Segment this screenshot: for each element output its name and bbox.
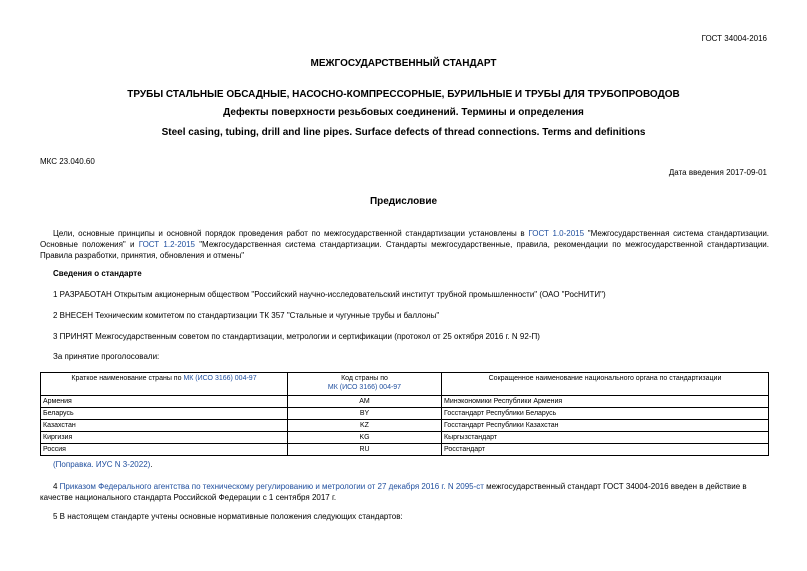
- document-title-en: Steel casing, tubing, drill and line pipes. Surface defects of thread connections. Terms and definitions: [161, 127, 646, 138]
- org-cell: Росстандарт: [442, 444, 769, 456]
- preface-text-a: Цели, основные принципы и основной порядок проведения работ по межгосударственной стандартизации установлены в: [53, 229, 529, 238]
- org-cell: Госстандарт Республики Беларусь: [442, 408, 769, 420]
- table-row: [41, 432, 769, 444]
- header-country: [41, 373, 288, 396]
- standard-type-heading: МЕЖГОСУДАРСТВЕННЫЙ СТАНДАРТ: [310, 58, 497, 69]
- item-enacted-text: межгосударственный стандарт ГОСТ 34004-2016 введен в действие в качестве национального стандарта Российской Федерации с 1 сентября 2017 г.: [40, 482, 747, 502]
- table-row: [41, 420, 769, 432]
- country-cell: Киргизия: [41, 432, 288, 444]
- header-code-text: Код страны по: [341, 375, 388, 382]
- item-enacted: [40, 481, 769, 503]
- table-row: [41, 444, 769, 456]
- item-considered-standards: 5 В настоящем стандарте учтены основные нормативные положения следующих стандартов:: [53, 512, 403, 521]
- document-title-ru: ТРУБЫ СТАЛЬНЫЕ ОБСАДНЫЕ, НАСОСНО-КОМПРЕССОРНЫЕ, БУРИЛЬНЫЕ И ТРУБЫ ДЛЯ ТРУБОПРОВОДОВ: [127, 89, 680, 100]
- table-row: [41, 408, 769, 420]
- preface-text-c: "Межгосударственная система стандартизации. Стандарты межгосударственные, правила, рекомендации по межгосударственной стандартизации. Правила разработки, принятия, обновления и отмены": [40, 240, 769, 260]
- preface-heading: Предисловие: [369, 196, 438, 207]
- code-cell: BY: [288, 408, 442, 420]
- code-cell: KZ: [288, 420, 442, 432]
- standard-info-heading: Сведения о стандарте: [53, 269, 142, 278]
- introduction-date: Дата введения 2017-09-01: [668, 168, 767, 177]
- header-country-text: Краткое наименование страны по: [71, 375, 184, 382]
- item-developed: 1 РАЗРАБОТАН Открытым акционерным обществом "Российский научно-исследовательский институт трубной промышленности" (ОАО "РосНИТИ"): [53, 290, 606, 299]
- header-code: [288, 373, 442, 396]
- order-link[interactable]: Приказом Федерального агентства по техническому регулированию и метрологии от 27 декабря 2016 г. N 2095-ст: [59, 482, 484, 491]
- table-header-row: [41, 373, 769, 396]
- code-cell: AM: [288, 396, 442, 408]
- gost-1-2-link[interactable]: ГОСТ 1.2-2015: [138, 240, 195, 249]
- voters-label: За принятие проголосовали:: [53, 352, 160, 361]
- amendment-note: [53, 460, 153, 469]
- item-submitted: 2 ВНЕСЕН Техническим комитетом по стандартизации ТК 357 "Стальные и чугунные трубы и баллоны": [53, 311, 440, 320]
- document-code: ГОСТ 34004-2016: [701, 34, 767, 43]
- gost-1-0-link[interactable]: ГОСТ 1.0-2015: [528, 229, 585, 238]
- item-enacted-number: 4: [53, 482, 60, 491]
- mk-iso-link[interactable]: МК (ИСО 3166) 004-97: [183, 375, 257, 382]
- table-row: [41, 396, 769, 408]
- country-cell: Казахстан: [41, 420, 288, 432]
- mks-code: МКС 23.040.60: [40, 157, 95, 166]
- code-cell: KG: [288, 432, 442, 444]
- header-org: Сокращенное наименование национального органа по стандартизации: [442, 373, 769, 396]
- mk-iso-link[interactable]: МК (ИСО 3166) 004-97: [327, 384, 402, 391]
- code-cell: RU: [288, 444, 442, 456]
- country-cell: Россия: [41, 444, 288, 456]
- item-adopted: 3 ПРИНЯТ Межгосударственным советом по стандартизации, метрологии и сертификации (протокол от 25 октября 2016 г. N 92-П): [53, 332, 540, 341]
- org-cell: Кыргызстандарт: [442, 432, 769, 444]
- preface-paragraph: [40, 228, 769, 261]
- voting-countries-table: [40, 372, 769, 456]
- amendment-tail: .: [150, 460, 153, 469]
- document-subtitle-ru: Дефекты поверхности резьбовых соединений. Термины и определения: [223, 107, 584, 118]
- org-cell: Госстандарт Республики Казахстан: [442, 420, 769, 432]
- org-cell: Минэкономики Республики Армения: [442, 396, 769, 408]
- country-cell: Беларусь: [41, 408, 288, 420]
- country-cell: Армения: [41, 396, 288, 408]
- preface-text-b: "Межгосударственная система стандартизации. Основные положения" и: [40, 229, 770, 249]
- amendment-link[interactable]: (Поправка. ИУС N 3-2022): [53, 460, 151, 469]
